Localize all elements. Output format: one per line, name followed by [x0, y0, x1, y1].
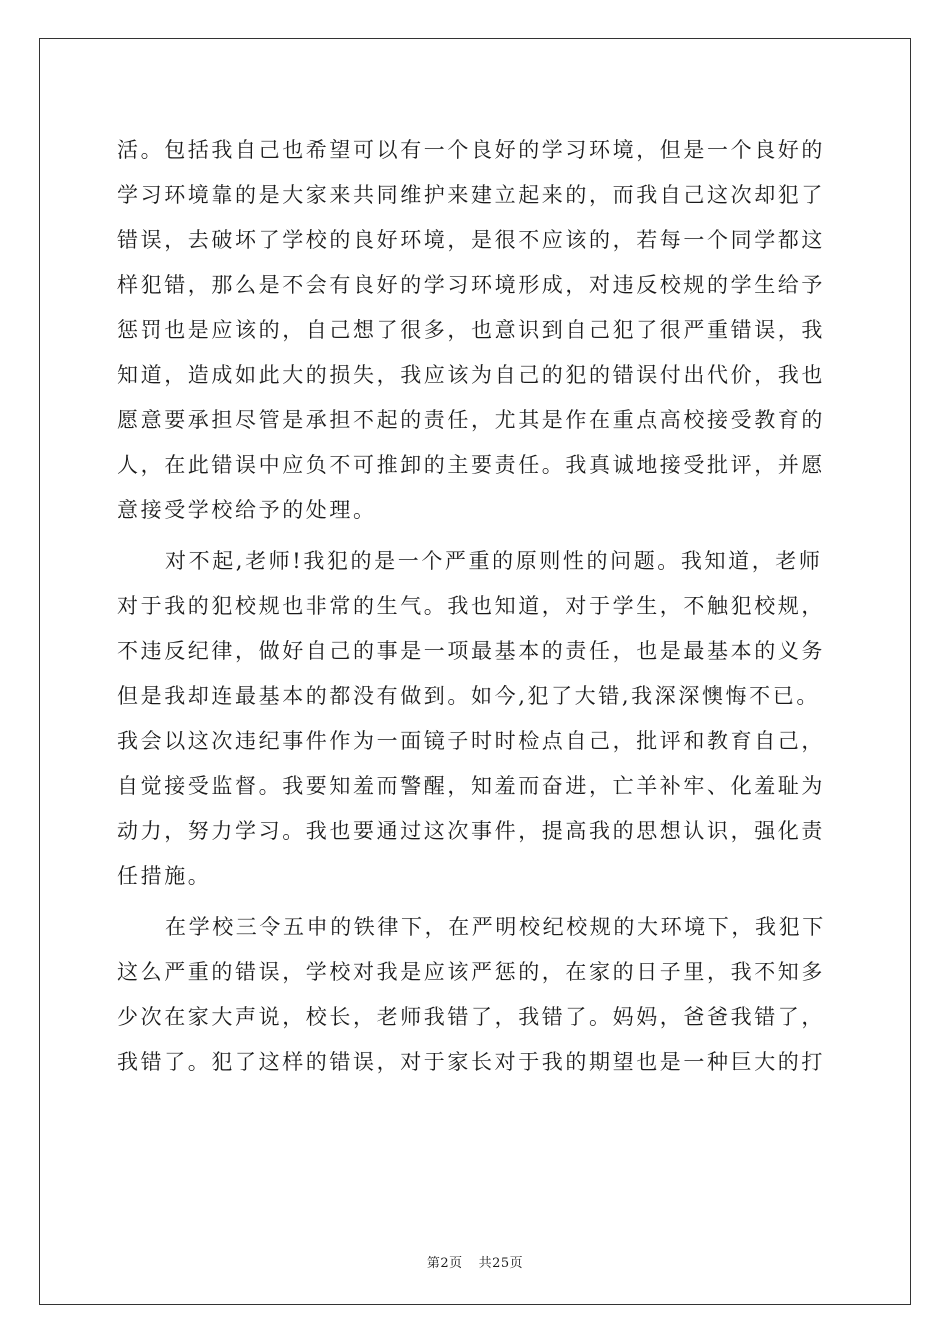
text-line: 少次在家大声说，校长，老师我错了，我错了。妈妈，爸爸我错了， — [117, 1005, 825, 1029]
page-number: 第2页 — [426, 1256, 463, 1271]
text-line: 动力，努力学习。我也要通过这次事件，提高我的思想认识，强化责 — [117, 819, 825, 843]
text-line: 不违反纪律，做好自己的事是一项最基本的责任，也是最基本的义务 — [117, 639, 825, 663]
text-line: 这么严重的错误，学校对我是应该严惩的，在家的日子里，我不知多 — [117, 960, 825, 984]
text-line: 任措施。 — [117, 864, 212, 888]
text-line: 意接受学校给予的处理。 — [117, 498, 377, 522]
text-line: 我错了。犯了这样的错误，对于家长对于我的期望也是一种巨大的打 — [117, 1050, 825, 1074]
text-line: 知道，造成如此大的损失，我应该为自己的犯的错误付出代价，我也 — [117, 363, 825, 387]
paragraph — [117, 128, 837, 533]
text-line: 对于我的犯校规也非常的生气。我也知道，对于学生，不触犯校规， — [117, 594, 825, 618]
text-line: 对不起,老师!我犯的是一个严重的原则性的问题。我知道，老师 — [165, 549, 823, 573]
total-pages: 共25页 — [478, 1256, 524, 1271]
text-line: 错误，去破坏了学校的良好环境，是很不应该的，若每一个同学都这 — [117, 228, 825, 252]
text-line: 惩罚也是应该的，自己想了很多，也意识到自己犯了很严重错误，我 — [117, 318, 825, 342]
page-footer — [0, 1252, 950, 1271]
text-line: 学习环境靠的是大家来共同维护来建立起来的，而我自己这次却犯了 — [117, 183, 825, 207]
document-body — [117, 128, 837, 1085]
text-line: 活。包括我自己也希望可以有一个良好的学习环境，但是一个良好的 — [117, 138, 825, 162]
text-line: 在学校三令五申的铁律下，在严明校纪校规的大环境下，我犯下 — [165, 915, 826, 939]
paragraph — [117, 905, 837, 1085]
text-line: 样犯错，那么是不会有良好的学习环境形成，对违反校规的学生给予 — [117, 273, 825, 297]
text-line: 愿意要承担尽管是承担不起的责任，尤其是作在重点高校接受教育的 — [117, 408, 825, 432]
text-line: 自觉接受监督。我要知羞而警醒，知羞而奋进，亡羊补牢、化羞耻为 — [117, 774, 825, 798]
text-line: 但是我却连最基本的都没有做到。如今,犯了大错,我深深懊悔不已。 — [117, 684, 820, 708]
paragraph — [117, 539, 837, 899]
text-line: 我会以这次违纪事件作为一面镜子时时检点自己，批评和教育自己， — [117, 729, 825, 753]
text-line: 人，在此错误中应负不可推卸的主要责任。我真诚地接受批评，并愿 — [117, 453, 825, 477]
